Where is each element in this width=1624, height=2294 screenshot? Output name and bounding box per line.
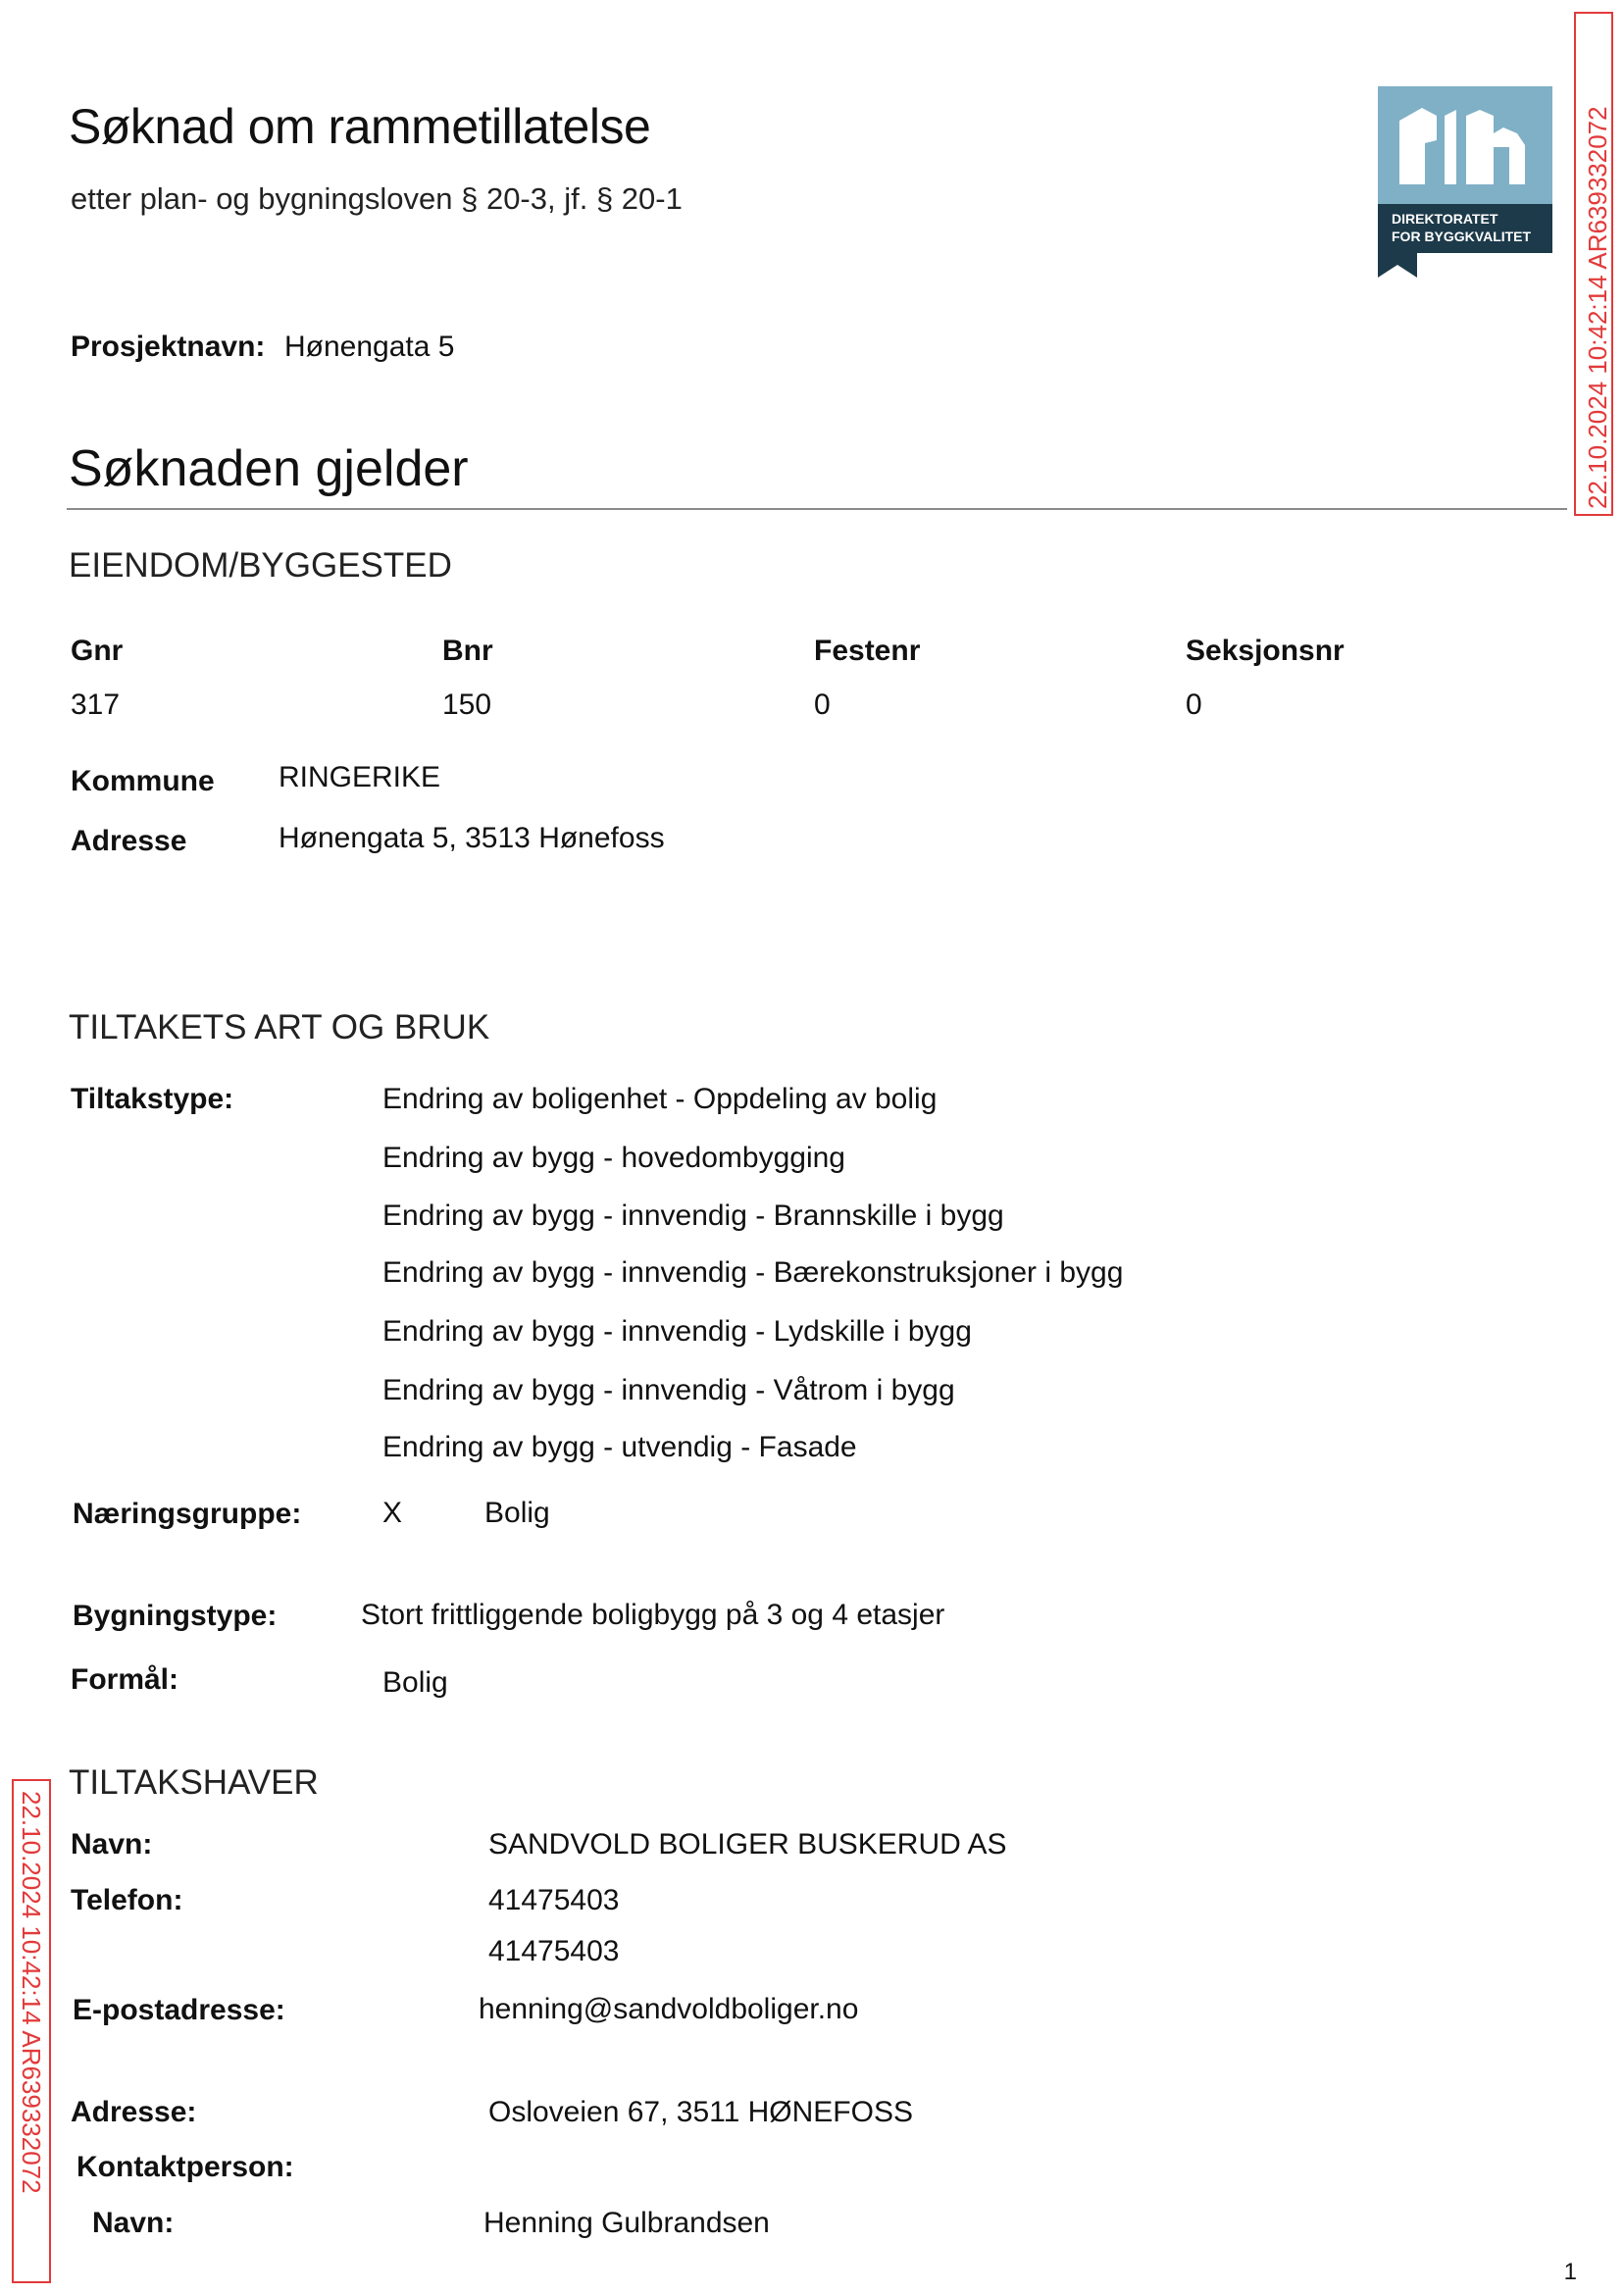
bygningstype-value: Stort frittliggende boligbygg på 3 og 4 etasjer xyxy=(361,1599,945,1631)
seksjonsnr-label: Seksjonsnr xyxy=(1186,635,1345,667)
tiltakshaver-navn-label: Navn: xyxy=(71,1828,153,1861)
dibk-logo xyxy=(1378,86,1552,278)
kontaktperson-navn-value: Henning Gulbrandsen xyxy=(483,2207,770,2239)
property-heading: EIENDOM/BYGGESTED xyxy=(69,546,452,585)
document-subtitle: etter plan- og bygningsloven § 20-3, jf. § 20-1 xyxy=(71,181,683,216)
gnr-value: 317 xyxy=(71,688,121,721)
telefon-label: Telefon: xyxy=(71,1884,183,1916)
timestamp-stamp-top xyxy=(1574,12,1613,516)
timestamp-stamp-bottom-text: 22.10.2024 10:42:14 AR639332072 xyxy=(17,1791,46,2194)
naeringsgruppe-label: Næringsgruppe: xyxy=(73,1498,302,1530)
formaal-value: Bolig xyxy=(382,1666,448,1699)
timestamp-stamp-top-text: 22.10.2024 10:42:14 AR639332072 xyxy=(1583,106,1612,509)
adresse-label: Adresse xyxy=(71,825,187,857)
seksjonsnr-value: 0 xyxy=(1186,688,1202,721)
tiltakstype-label: Tiltakstype: xyxy=(71,1083,234,1115)
tiltak-heading: TILTAKETS ART OG BRUK xyxy=(69,1008,490,1046)
project-value: Hønengata 5 xyxy=(284,331,455,363)
tiltakstype-item: Endring av bygg - utvendig - Fasade xyxy=(382,1431,857,1463)
bnr-label: Bnr xyxy=(442,635,493,667)
naeringsgruppe-code: X xyxy=(382,1497,403,1529)
project-label: Prosjektnavn: xyxy=(71,331,266,363)
section-title: Søknaden gjelder xyxy=(69,440,469,497)
logo-text-line2: FOR BYGGKVALITET xyxy=(1392,229,1532,244)
kommune-value: RINGERIKE xyxy=(279,761,441,793)
timestamp-stamp-bottom xyxy=(12,1779,51,2283)
festenr-label: Festenr xyxy=(814,635,921,667)
section-divider xyxy=(67,508,1567,510)
dibk-logo-icon xyxy=(1378,86,1552,278)
tiltakstype-item: Endring av bygg - innvendig - Våtrom i bygg xyxy=(382,1374,955,1406)
telefon-value: 41475403 xyxy=(488,1935,620,1967)
bygningstype-label: Bygningstype: xyxy=(73,1600,278,1632)
kontaktperson-label: Kontaktperson: xyxy=(76,2151,294,2183)
tiltakstype-item: Endring av bygg - innvendig - Lydskille i bygg xyxy=(382,1315,972,1348)
epost-label: E-postadresse: xyxy=(73,1994,285,2026)
tiltakstype-item: Endring av boligenhet - Oppdeling av bolig xyxy=(382,1083,938,1115)
logo-text-line1: DIREKTORATET xyxy=(1392,211,1498,227)
document-title: Søknad om rammetillatelse xyxy=(69,99,651,154)
page-number: 1 xyxy=(1563,2259,1577,2285)
tiltakshaver-adresse-value: Osloveien 67, 3511 HØNEFOSS xyxy=(488,2096,913,2128)
tiltakstype-item: Endring av bygg - innvendig - Brannskille i bygg xyxy=(382,1199,1004,1232)
epost-value[interactable]: henning@sandvoldboliger.no xyxy=(479,1993,859,2025)
tiltakshaver-adresse-label: Adresse: xyxy=(71,2096,197,2128)
tiltakshaver-navn-value: SANDVOLD BOLIGER BUSKERUD AS xyxy=(488,1828,1007,1861)
tiltakstype-item: Endring av bygg - hovedombygging xyxy=(382,1142,845,1174)
telefon-value: 41475403 xyxy=(488,1884,620,1916)
festenr-value: 0 xyxy=(814,688,831,721)
kontaktperson-navn-label: Navn: xyxy=(92,2207,175,2239)
kommune-label: Kommune xyxy=(71,765,215,797)
tiltakshaver-heading: TILTAKSHAVER xyxy=(69,1763,319,1802)
formaal-label: Formål: xyxy=(71,1663,179,1696)
gnr-label: Gnr xyxy=(71,635,124,667)
tiltakstype-item: Endring av bygg - innvendig - Bærekonstruksjoner i bygg xyxy=(382,1256,1124,1289)
adresse-value: Hønengata 5, 3513 Hønefoss xyxy=(279,822,665,854)
naeringsgruppe-value: Bolig xyxy=(484,1497,550,1529)
bnr-value: 150 xyxy=(442,688,492,721)
